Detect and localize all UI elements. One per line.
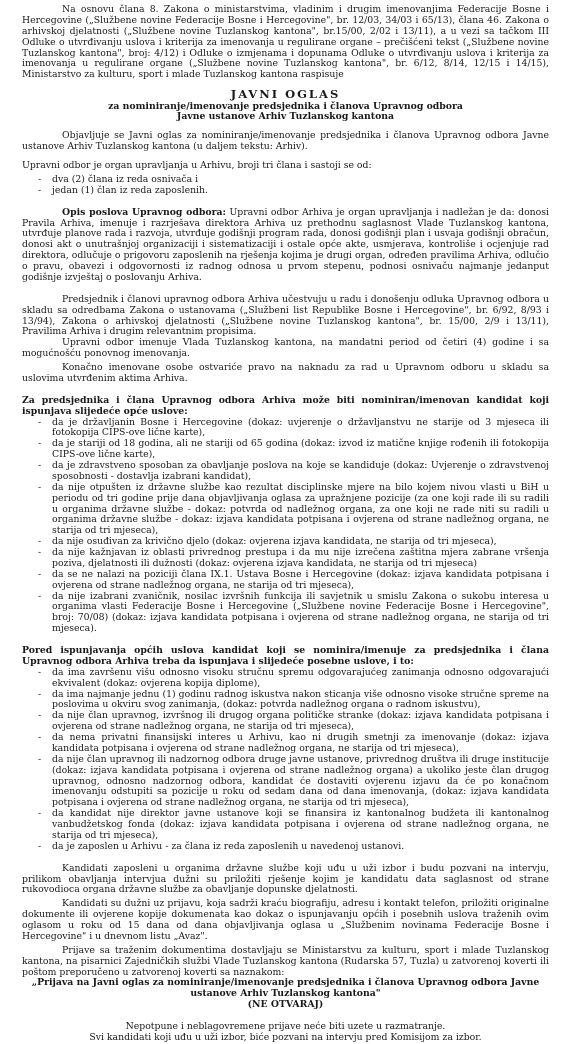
board-intro: Upravni odbor je organ upravljanja u Arhivu, broji tri člana i sastoji se od: — [22, 160, 372, 172]
document-subtitle-2: Javne ustanove Arhiv Tuzlanskog kantona — [176, 111, 395, 123]
interview-paragraph: Kandidati zaposleni u organima državne službe koji uđu u uži izbor i budu pozvani na intervju, prilikom obavljanja intervjua dužni su priložiti rješenje kojim je kandidatu data saglasnost od strane rukovodioca organa državne službe za obavljanje dopunske djelatnosti. — [22, 862, 549, 896]
mandate-paragraph: Upravni odbor imenuje Vlada Tuzlanskog kantona, na mandatni period od četiri (4) godine i sa mogućnošću ponovnog imenovanja. — [22, 337, 549, 360]
announcement-paragraph: Objavljuje se Javni oglas za nominiranje/imenovanje predsjednika i članova Upravnog odbora Javne ustanove Arhiv Tuzlanskog kantona (u daljem tekstu: Arhiv). — [22, 130, 549, 153]
list-item: - da je državljanin Bosne i Hercegovine (dokaz: uvjerenje o državljanstvu ne starije od 3 mjeseca ili fotokopija CIPS-ove lične karte), — [22, 418, 549, 440]
list-item: - da se ne nalazi na poziciji člana IX.1. Ustava Bosne i Hercegovine (dokaz: izjava kandidata potpisana i ovjerena od strane nadležnog organa, ne starija od tri mjeseca), — [22, 570, 549, 592]
intro-paragraph: Na osnovu člana 8. Zakona o ministarstvima, vladinim i drugim imenovanjima Federacije Bosne i Hercegovine („Službene novine Federacije Bosne i Hercegovine", br. 12/03, 34/03 i 65/13), člana 46. Zakona o arhivskoj djelatnosti („Službene novine Tuzlanskog kantona", br.15/00, 2/02 i 13/11), a u vezi sa tačkom III Odluke o utvrđivanju uslova i kriterija za imenovanja u regulirane organe – prečišćeni tekst („Službene novine Tuzlanskog kantona", broj: 4/12) i Odluke o izmjenama i dopunama Odluke o utvrđivanju uslova i kriterija za imenovanja u regulirane organe („Službene novine Tuzlanskog kantona", br. 6/12, 8/14, 12/15 i 14/15), Ministarstvo za kulturu, sport i mlade Tuzlanskog kantona raspisuje — [22, 4, 549, 81]
general-conditions-list — [22, 418, 549, 636]
general-conditions-heading: Za predsjednika i člana Upravnog odbora Arhiva može biti nominiran/imenovan kandidat koji ispunjava slijedeće opće uslove: — [22, 394, 549, 417]
list-item: - da nije član upravnog, izvršnog ili drugog organa političke stranke (dokaz: izjava kandidata potpisana i ovjerena od strane nadležnog organa, ne starija od tri mjeseca), — [22, 711, 549, 733]
documents-paragraph: Kandidati su dužni uz prijavu, koja sadrži kraću biografiju, adresu i kontakt telefon, priložiti originalne dokumente ili ovjerene kopije dokumenata kao dokaz o ispunjavanju općih i posebnih uslova traženih ovim oglasom u roku od 15 dana od dana objavljivanja oglasa u „Službenim novinama Federacije Bosne i Hercegovine" i u dnevnom listu „Avaz". — [22, 898, 549, 942]
fee-paragraph: Konačno imenovane osobe ostvariće pravo na naknadu za rad u Upravnom odboru u skladu sa uslovima utvrđenim aktima Arhiva. — [22, 362, 549, 384]
document-subtitle-1: za nominiranje/imenovanje predsjednika i članova Upravnog odbora — [108, 100, 463, 112]
list-item: - da nije izabrani zvaničnik, nosilac izvršnih funkcija ili savjetnik u smislu Zakona o sukobu interesa u organima vlasti Federacije Bosne i Hercegovine („Službene novine Federacije Bosne i Hercegovine", broj: 70/08) (dokaz: izjava kandidata potpisana i ovjerena od strane nadležnog organa, ne starija od tri mjeseca). — [22, 592, 549, 636]
special-conditions-list — [22, 668, 549, 853]
incomplete-notice: Nepotpune i neblagovremene prijave neće biti uzete u razmatranje. — [125, 1021, 446, 1033]
list-item: - da nije član upravnog ili nadzornog odbora druge javne ustanove, privrednog društva ili druge institucije (dokaz: izjava kandidata potpisana i ovjerena od strane nadležnog organa) a ukoliko jeste član drugog upravnog, odnosno nadzornog odbora, kandidat će dostaviti ovjerenu izjavu da će po konačnom imenovanju odstupiti sa pozicije u roku od sedam dana od dana imenovanja, (dokaz: izjava kandidata potpisana i ovjerena od strane nadležnog organa, ne starija od tri mjeseca), — [22, 755, 549, 809]
list-item: - da ima završenu višu odnosno visoku stručnu spremu odgovarajućeg zanimanja odnosno odgovarajući ekvivalent (dokaz: ovjerena kopija diplome), — [22, 668, 549, 690]
list-item: - da nije osuđivan za krivično djelo (dokaz: ovjerena izjava kandidata, ne starija od tri mjeseca), — [22, 537, 549, 548]
duties-paragraph — [22, 208, 549, 284]
list-item: - jedan (1) član iz reda zaposlenih. — [22, 186, 549, 197]
do-not-open-label: (NE OTVARAJ) — [247, 999, 324, 1011]
special-conditions-heading: Pored ispunjavanja općih uslova kandidat koji se nominira/imenuje za predsjednika i člana Upravnog odbora Arhiva treba da ispunjava i slijedeće posebne uslove, i to: — [22, 645, 549, 667]
list-item: - da je zdravstveno sposoban za obavljanje poslova na koje se kandiduje (dokaz: Uvjerenje o zdravstvenoj sposobnosti - dostavlja izabrani kandidat), — [22, 461, 549, 483]
duties-heading: Opis poslova Upravnog odbora: — [62, 206, 226, 218]
interview-notice: Svi kandidati koji uđu u uži izbor, biće pozvani na intervju pred Komisijom za izbor. — [89, 1031, 482, 1043]
list-item: - dva (2) člana iz reda osnivača i — [22, 175, 549, 186]
envelope-label: „Prijava na Javni oglas za nominiranje/imenovanje predsjednika i članova Upravnog odbora Javne ustanove Arhiv Tuzlanskog kantona" — [31, 977, 540, 1000]
list-item: - da je zaposlen u Arhivu - za člana iz reda zaposlenih u navedenoj ustanovi. — [22, 842, 549, 853]
list-item: - da je stariji od 18 godina, ali ne stariji od 65 godina (dokaz: izvod iz matične knjige rođenih ili fotokopija CIPS-ove lične karte), — [22, 439, 549, 461]
list-item: - da kandidat nije direktor javne ustanove koji se finansira iz kantonalnog budžeta ili kantonalnog vanbudžetskog fonda (dokaz: izjava kandidata potpisana i ovjerena od strane nadležnog organa, ne starija od tri mjeseca), — [22, 809, 549, 842]
list-item: - da nije kažnjavan iz oblasti privrednog prestupa i da mu nije izrečena zaštitna mjera zabrane vršenja poziva, djelatnosti ili dužnosti (dokaz: ovjerena izjava kandidata, ne starija od tri mjeseca) — [22, 548, 549, 570]
list-item: - da nije otpušten iz državne službe kao rezultat disciplinske mjere na bilo kojem nivou vlasti u BiH u periodu od tri godine prije dana objavljivanja oglasa za upražnjene pozicije (za one koji rade ili su radili u organima državne službe - dokaz: potvrda od nadležnog organa, za one koji ne rade niti su radili u organima državne službe - dokaz: izjava kandidata potpisana i ovjerena od strane nadležnog organa, ne starija od tri mjeseca), — [22, 483, 549, 537]
duties-text: Upravni odbor Arhiva je organ upravljanja i nadležan je da: donosi Pravila Arhiva, imenuje i razrješava direktora Arhiva uz prethodnu saglasnost Vlade Tuzlanskog kantona, utvrđuje planove rada i razvoja, utvrđuje godišnji program rada, donosi godišnji plan i usvaja godišnji obračun, donosi akt o unutrašnjoj organizaciji i sistematizaciji i ostale opće akte, usmjerava, kontroliše i ocjenjuje rad direktora, odlučuje o prigovoru zaposlenih na rješenja kojima je drugi organ, određen pravilima Arhiva, odlučio o pravu, obavezi i odgovornosti iz radnog odnosa u prvom stepenu, podnosi osnivaču najmanje jedanput godišnje izvještaj o poslovanju Arhiva. — [22, 206, 550, 283]
list-item: - da ima najmanje jednu (1) godinu radnog iskustva nakon sticanja više odnosno visoke stručne spreme na poslovima u okviru svog zanimanja, (dokaz: potvrda nadležnog organa o radnom iskustvu), — [22, 690, 549, 712]
board-composition-list — [22, 175, 549, 197]
submission-paragraph: Prijave sa traženim dokumentima dostavljaju se Ministarstvu za kulturu, sport i mlade Tuzlanskog kantona, na pisarnici Zajedničkih službi Vlade Tuzlanskog kantona (Rudarska 57, Tuzla) u zatvorenoj koverti ili poštom preporučeno u zatvorenoj koverti sa naznakom: — [22, 944, 549, 978]
list-item: - da nema privatni finansijski interes u Arhivu, kao ni drugih smetnji za imenovanje (dokaz: izjava kandidata potpisana i ovjerena od strane nadležnog organa, ne starija od tri mjeseca), — [22, 733, 549, 755]
document-title: JAVNI OGLAS — [230, 87, 341, 102]
members-paragraph: Predsjednik i članovi upravnog odbora Arhiva učestvuju u radu i donošenju odluka Upravnog odbora u skladu sa odredbama Zakona o ustanovama („Službeni list Republike Bosne i Hercegovine", br. 6/92, 8/93 i 13/94), Zakona o arhivskoj djelatnosti („Službene novine Tuzlanskog kantona", br. 15/00, 2/9 i 13/11), Pravilima Arhiva i drugim relevantnim propisima. — [22, 293, 549, 338]
